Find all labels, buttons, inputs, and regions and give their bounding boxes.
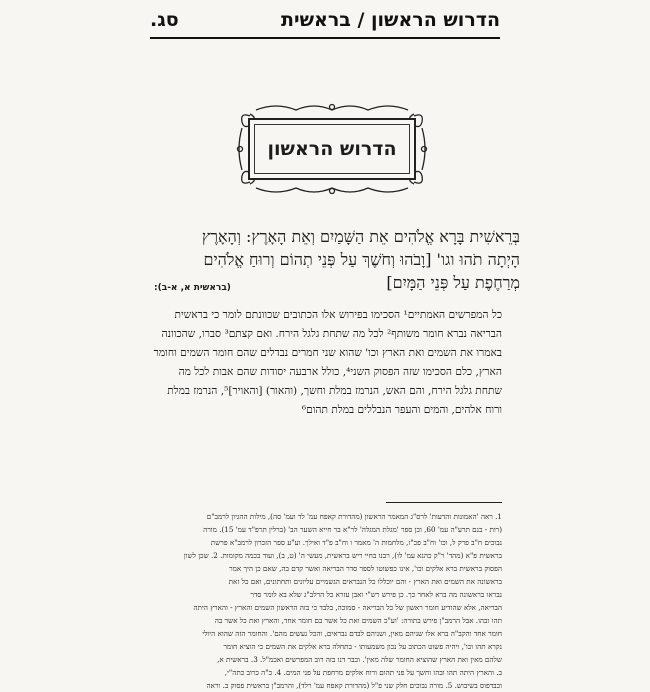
verse-reference: (בראשית א, א-ב): xyxy=(154,283,231,293)
verse-line: מְרַחֶפֶת עַל פְּנֵי הַמָּיִם] xyxy=(386,273,520,292)
page-number: סג. xyxy=(150,9,179,31)
body-line: הארץ, כלם הסכימו שזה הפסוק השני⁴, כולל ארבעה יסודות שהם אבות לכל מה xyxy=(178,366,502,378)
footnote-line: נקרא תהו וכו', ויהיה פשוט הכתוב על נכון משמעותו - בתחלה ברא אלקים את השמים כי הוציא חומר xyxy=(223,642,502,651)
footnote-line: (רות - בנם תרע"ה עמ' 60, וכן ספר 'מגלת המגלה' לר"א בר חייא השער הב' (ברלין תרפ"ד עמ' 15). מורה xyxy=(203,525,502,534)
verse-line: בְּרֵאשִׁית בָּרָא אֱלֹהִים אֵת הַשָּׁמַיִם וְאֵת הָאָרֶץ: וְהָאָרֶץ xyxy=(201,227,520,246)
running-head-title: הדרוש הראשון / בראשית xyxy=(281,9,500,31)
footnote-line: נבוכים ח"ב פרק ל, וכו' וח"ב פכ"ז, מלחמות ה' מאמר ו וח"ב פ"ד ואילך. וע"ע ספר הזכרון לרמב"א פרשת xyxy=(210,538,502,547)
header-rule xyxy=(150,37,500,39)
footnote-line: בראשונה את השמים ואת הארץ - והם יוכללו כל הנבראים הגשמיים עליונים ותחתונים, ואם כל זאת xyxy=(228,577,502,586)
footnote-line: שלהם מאין ואת הארץ שהוציא החומר שלה מאין'. וכבר דנו בזה רוב המפרשים ואכמ"ל. 3. בראשית א, xyxy=(217,655,502,664)
body-line: ורוח אלהים, והמים והעפר הנבללים במלת תהום⁶ xyxy=(301,404,502,416)
footnote-line: ב. והארץ היתה תהו ובהו וחשך על פני תהום ורוח אלקים מרחפת על פני המים. 4. כ"ה כרוב כתה"י, xyxy=(224,668,502,677)
body-line: שתחת גלגל הירח, והם האש, הנרמז במלת וחשך, (והאור) [והאויר]⁵, הנרמז במלת xyxy=(167,385,502,397)
footnotes xyxy=(150,510,502,692)
body-paragraph xyxy=(150,306,502,420)
footnote-line: הפסוק בראשית ברא אלקים וכו', אינו כפשוטו לספר סדר הבריאה ואשר קדם בה, שאם כן היך אמר xyxy=(229,564,502,573)
footnote-line: בראשית פ"א (מהד' ר"ק כהנא עמ' לו), רבנו בחיי ריש בראשית, מעשי ה' (ט, ב), ועוד בכמה מקומות. 2. שכן לשון xyxy=(183,551,502,560)
footnote-rule xyxy=(386,502,502,503)
footnote-line: וכבדפוס בשיבוש. 5. מורה נבוכים חלק שני פ"ל (מהדורת קאפח עמ' רלד), והרמב"ן בראשית פסוק ב. וראה xyxy=(206,681,502,690)
section-title: הדרוש הראשון xyxy=(267,138,397,160)
footnote-line: הבריאה, אלא שהודיע חומר ראשון של כל הבריאה - סמוכה, בלבד כי בזה הראשון השמים והארץ - והארץ היתה xyxy=(193,603,502,612)
verse-line: הָיְתָה תֹהוּ וגו' [וָבֹהוּ וְחֹשֶׁךְ עַל פְּנֵי תְהוֹם וְרוּחַ אֱלֹהִים xyxy=(203,250,520,269)
footnote-line: נבראו בראשונה מה ברא לאחר כך. כן פירש רש"י ואבן עזרא כל הרלב"ג שלא בא לומר סדר xyxy=(250,590,502,599)
footnote-line: חומר אחד והקב"ה ברא אלו שניהם מאין, ושניהם לבדם נבראים, והכל נעשים מהם'. והחומר הזה שהוא היולי xyxy=(202,629,502,638)
body-line: הבריאה נברא חומר משותף² לכל מה שתחת גלגל הירח. ואם קצתם³ סברו, שהכוונה xyxy=(161,328,502,340)
footnote-line: תהו ובהו. אבל הרמב"ן פירש בתורה: 'וע"כ השמים ואת כל אשר בם חומר אחד, והארץ ואת כל אשר בה xyxy=(214,616,502,625)
footnote-line: 1. ראה 'האמונות והדעות' לרס"ג המאמר הראשון (מהדורת קאפח עמ' לד ועמ' סה), מילות ההגיון לרמב"ם xyxy=(206,512,502,521)
body-line: באמרו את השמים ואת הארץ וכו' שהוא שני חמרים נבדלים שהם חומר השמים וחומר xyxy=(153,347,502,359)
body-line: כל המפרשים האמתיים¹ הסכימו בפירוש אלו הכתובים שכוונתם לומר כי בראשית xyxy=(174,309,502,321)
section-title-frame xyxy=(248,118,416,180)
running-head xyxy=(150,4,500,36)
